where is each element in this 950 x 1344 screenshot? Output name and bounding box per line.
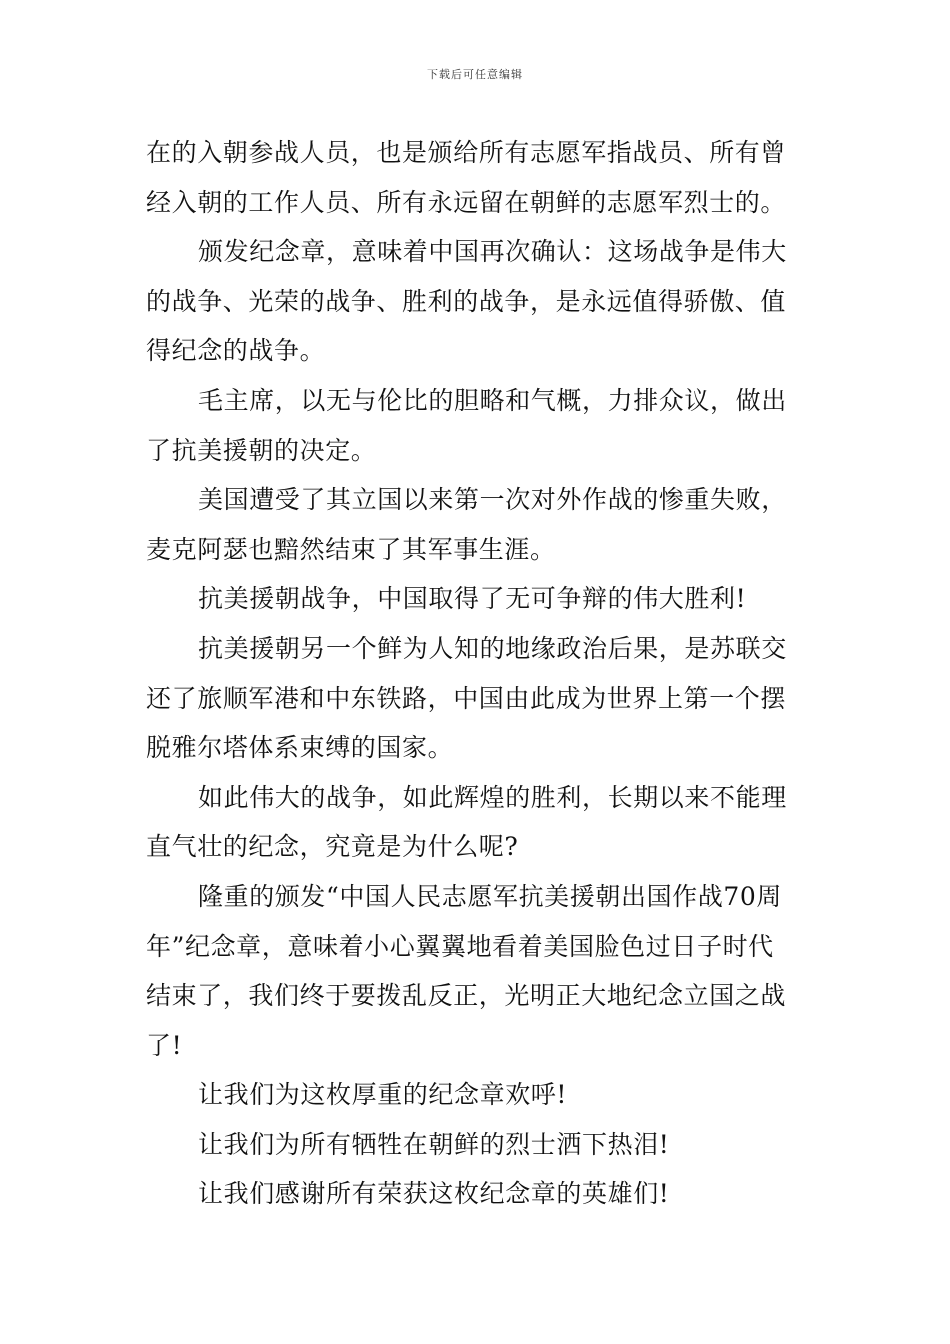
text-line: 经入朝的工作人员、所有永远留在朝鲜的志愿军烈士的。: [146, 187, 787, 217]
text-line: 直气壮的纪念，究竟是为什么呢?: [146, 832, 519, 862]
text-line: 还了旅顺军港和中东铁路，中国由此成为世界上第一个摆: [146, 683, 787, 713]
text-line: 美国遭受了其立国以来第一次对外作战的惨重失败，: [198, 485, 787, 515]
text-line: 了抗美援朝的决定。: [146, 435, 377, 465]
text-line: 颁发纪念章，意味着中国再次确认：这场战争是伟大: [198, 237, 787, 267]
text-line: 抗美援朝战争，中国取得了无可争辩的伟大胜利!: [198, 584, 747, 614]
text-line: 让我们为这枚厚重的纪念章欢呼!: [198, 1080, 568, 1110]
text-line: 了!: [146, 1030, 183, 1060]
text-line: 的战争、光荣的战争、胜利的战争，是永远值得骄傲、值: [146, 286, 787, 316]
text-line: 让我们感谢所有荣获这枚纪念章的英雄们!: [198, 1179, 670, 1209]
document-body: [146, 128, 808, 1219]
text-line: 抗美援朝另一个鲜为人知的地缘政治后果，是苏联交: [198, 633, 787, 663]
text-line: 麦克阿瑟也黯然结束了其军事生涯。: [146, 534, 556, 564]
text-line: 隆重的颁发“中国人民志愿军抗美援朝出国作战70周: [198, 881, 782, 911]
text-line: 得纪念的战争。: [146, 336, 326, 366]
text-line: 在的入朝参战人员，也是颁给所有志愿军指战员、所有曾: [146, 138, 787, 167]
text-line: 结束了，我们终于要拨乱反正，光明正大地纪念立国之战: [146, 981, 787, 1011]
page-header: 下载后可任意编辑: [427, 68, 523, 81]
text-line: 让我们为所有牺牲在朝鲜的烈士洒下热泪!: [198, 1129, 670, 1159]
text-line: 年”纪念章，意味着小心翼翼地看着美国脸色过日子时代: [146, 931, 774, 961]
text-line: 脱雅尔塔体系束缚的国家。: [146, 733, 454, 763]
text-line: 毛主席，以无与伦比的胆略和气概，力排众议，做出: [198, 385, 787, 415]
text-line: 如此伟大的战争，如此辉煌的胜利，长期以来不能理: [198, 782, 787, 812]
